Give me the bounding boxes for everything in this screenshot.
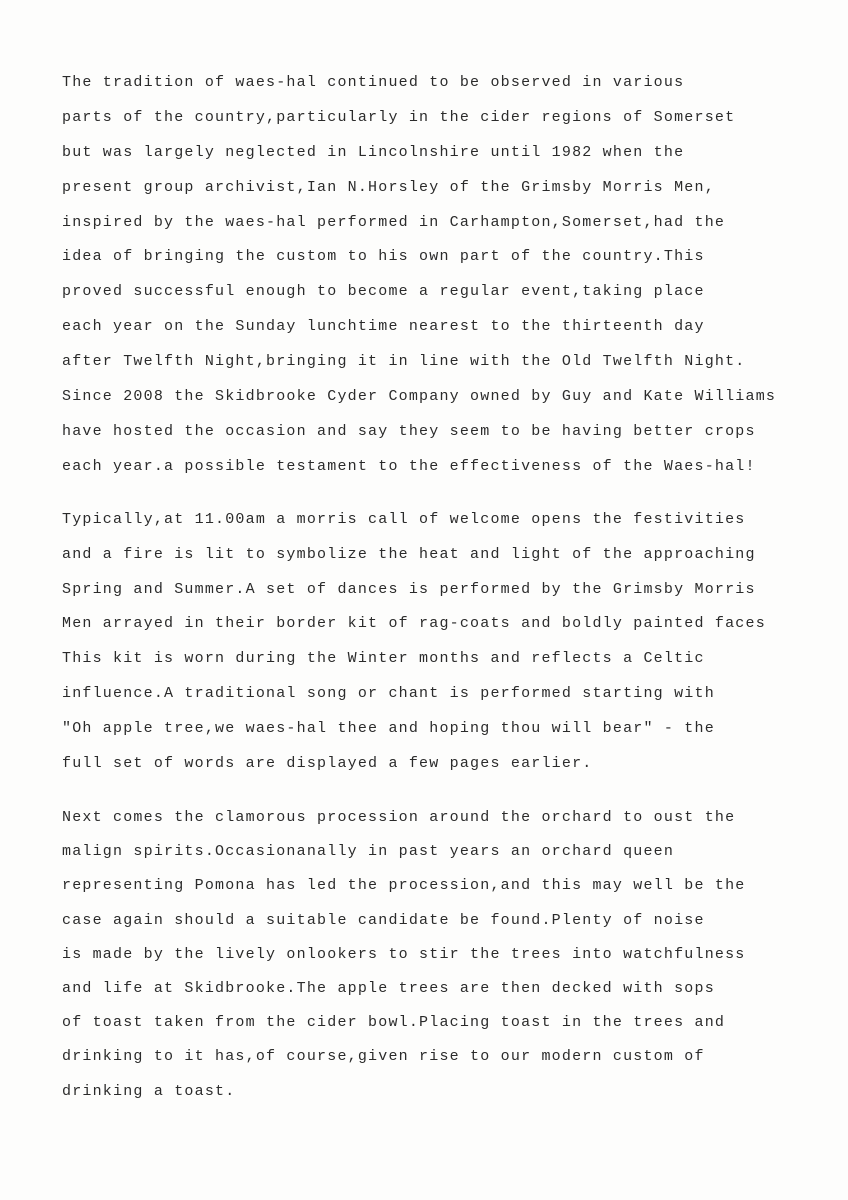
- text-line: representing Pomona has led the procession,and this may well be the: [62, 877, 746, 895]
- text-line: "Oh apple tree,we waes-hal thee and hoping thou will bear" - the: [62, 719, 715, 737]
- text-line: have hosted the occasion and say they seem to be having better crops: [62, 422, 756, 440]
- text-line: parts of the country,particularly in the cider regions of Somerset: [62, 108, 736, 126]
- text-line: after Twelfth Night,bringing it in line with the Old Twelfth Night.: [62, 353, 746, 371]
- text-line: proved successful enough to become a regular event,taking place: [62, 283, 705, 301]
- text-line: inspired by the waes-hal performed in Carhampton,Somerset,had the: [62, 213, 726, 231]
- text-line: Typically,at 11.00am a morris call of welcome opens the festivities: [62, 511, 746, 528]
- paragraph-procession: [62, 801, 822, 1109]
- text-line: Spring and Summer.A set of dances is performed by the Grimsby Morris: [62, 580, 756, 598]
- text-line: each year on the Sunday lunchtime nearest to the thirteenth day: [62, 318, 705, 336]
- text-line: idea of bringing the custom to his own part of the country.This: [62, 248, 705, 266]
- text-line: full set of words are displayed a few pages earlier.: [62, 754, 593, 772]
- text-line: of toast taken from the cider bowl.Placing toast in the trees and: [62, 1014, 726, 1032]
- text-line: The tradition of waes-hal continued to be observed in various: [62, 74, 685, 91]
- text-line: case again should a suitable candidate be found.Plenty of noise: [62, 911, 705, 929]
- text-line: drinking to it has,of course,given rise to our modern custom of: [62, 1048, 705, 1066]
- text-line: influence.A traditional song or chant is performed starting with: [62, 684, 715, 702]
- text-line: Since 2008 the Skidbrooke Cyder Company owned by Guy and Kate Williams: [62, 388, 777, 406]
- text-line: each year.a possible testament to the effectiveness of the Waes-hal!: [62, 457, 756, 475]
- text-line: is made by the lively onlookers to stir the trees into watchfulness: [62, 945, 746, 963]
- text-line: and life at Skidbrooke.The apple trees are then decked with sops: [62, 979, 715, 997]
- text-line: present group archivist,Ian N.Horsley of the Grimsby Morris Men,: [62, 178, 715, 196]
- paragraph-festivities: [62, 503, 822, 781]
- text-line: Next comes the clamorous procession around the orchard to oust the: [62, 809, 736, 826]
- paragraph-waes-hal-history: [62, 66, 822, 485]
- text-line: and a fire is lit to symbolize the heat and light of the approaching: [62, 545, 756, 563]
- text-line: but was largely neglected in Lincolnshire until 1982 when the: [62, 143, 685, 161]
- text-line: drinking a toast.: [62, 1082, 236, 1100]
- text-line: Men arrayed in their border kit of rag-coats and boldly painted faces: [62, 615, 766, 633]
- text-line: This kit is worn during the Winter months and reflects a Celtic: [62, 650, 705, 668]
- text-line: malign spirits.Occasionanally in past years an orchard queen: [62, 843, 675, 861]
